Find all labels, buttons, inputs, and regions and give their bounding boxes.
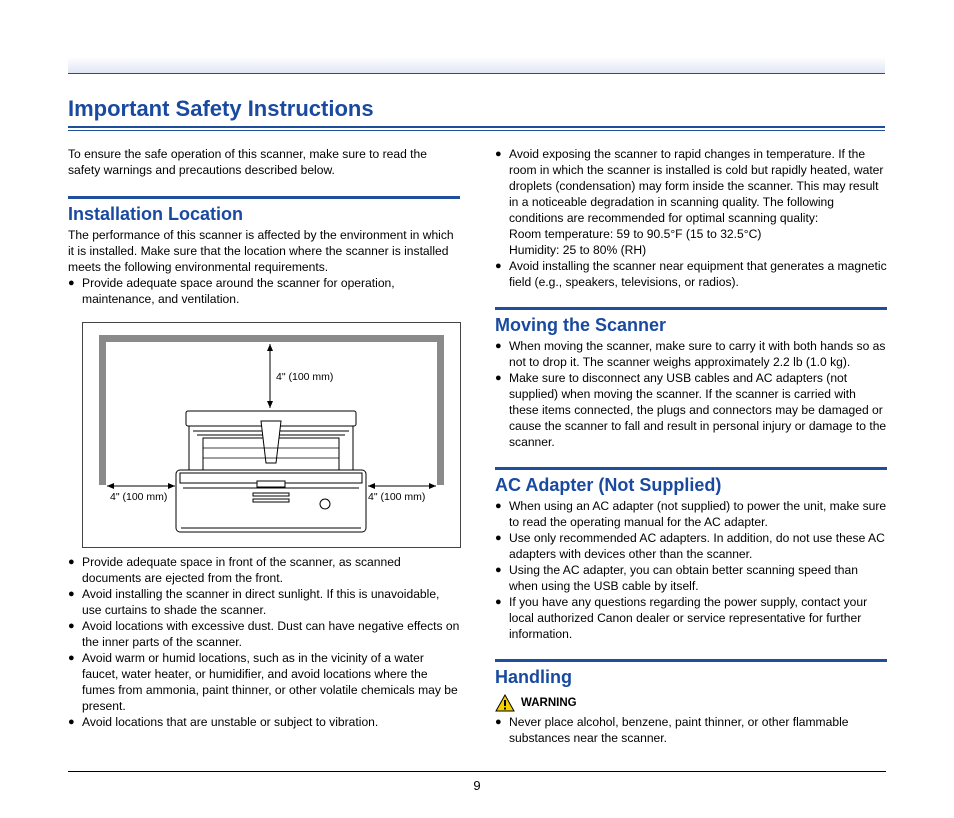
title-rule	[68, 126, 885, 131]
temperature-text: Avoid exposing the scanner to rapid changes in temperature. If the room in which the scanner is installed is cold but rapidly heated, water droplets (condensation) may form inside the scanner. This may result in a noticeable degradation in scanning quality. The following conditions are recommended for optimal scanning quality:	[509, 147, 884, 225]
list-item: ● Avoid installing the scanner near equipment that generates a magnetic field (e.g., speakers, televisions, or radios).	[495, 258, 887, 290]
humidity: Humidity: 25 to 80% (RH)	[509, 243, 647, 257]
clearance-diagram	[82, 322, 461, 548]
list-item: ● When using an AC adapter (not supplied) to power the unit, make sure to read the operating manual for the AC adapter.	[495, 498, 887, 530]
list-item: ● Use only recommended AC adapters. In addition, do not use these AC adapters with devices other than the scanner.	[495, 530, 887, 562]
page-number: 9	[473, 778, 481, 793]
intro-text: To ensure the safe operation of this scanner, make sure to read the safety warnings and precautions described below.	[68, 147, 427, 177]
top-clearance-label: 4" (100 mm)	[276, 371, 334, 383]
moving-section	[495, 307, 887, 450]
list-item: ● Avoid installing the scanner in direct sunlight. If this is unavoidable, use curtains to shade the scanner.	[68, 586, 460, 618]
list-item: ● If you have any questions regarding the power supply, contact your local authorized Canon dealer or service representative for further information.	[495, 594, 887, 642]
moving-heading: Moving the Scanner	[495, 315, 667, 335]
list-item	[495, 146, 887, 258]
warning-icon	[495, 694, 515, 712]
header-band	[68, 57, 885, 74]
handling-section	[495, 659, 887, 746]
list-item: ● Provide adequate space in front of the scanner, as scanned documents are ejected from the front.	[68, 554, 460, 586]
list-item: ● Avoid warm or humid locations, such as in the vicinity of a water faucet, water heater, or humidifier, and avoid locations where the fumes from ammonia, paint thinner, or other volatile chemicals may be present.	[68, 650, 460, 714]
installation-section	[68, 196, 460, 730]
list-item: ● Make sure to disconnect any USB cables and AC adapters (not supplied) when moving the scanner. If the scanner is carried with these items connected, the plugs and connectors may be damaged or cause the scanner to fall and result in personal injury or damage to the scanner.	[495, 370, 887, 450]
scanner-illustration	[83, 323, 460, 547]
list-item: ● Using the AC adapter, you can obtain better scanning speed than when using the USB cable by itself.	[495, 562, 887, 594]
room-temperature: Room temperature: 59 to 90.5°F (15 to 32.5°C)	[509, 227, 762, 241]
list-item: ● Avoid locations with excessive dust. Dust can have negative effects on the inner parts of the scanner.	[68, 618, 460, 650]
installation-text: The performance of this scanner is affected by the environment in which it is installed. Make sure that the location where the scanner is installed meets the following environmental requirements.	[68, 228, 454, 274]
handling-heading: Handling	[495, 667, 572, 687]
left-column	[68, 146, 460, 730]
right-clearance-label: 4" (100 mm)	[368, 491, 426, 503]
list-item: ● When moving the scanner, make sure to carry it with both hands so as not to drop it. The scanner weighs approximately 2.2 lb (1.0 kg).	[495, 338, 887, 370]
list-item: ● Avoid locations that are unstable or subject to vibration.	[68, 714, 460, 730]
left-clearance-label: 4" (100 mm)	[110, 491, 168, 503]
page-title: Important Safety Instructions	[68, 96, 374, 121]
warning-label: WARNING	[521, 697, 577, 709]
ac-adapter-heading: AC Adapter (Not Supplied)	[495, 475, 722, 495]
ac-adapter-section	[495, 467, 887, 642]
right-column	[495, 146, 887, 746]
installation-heading: Installation Location	[68, 204, 244, 224]
list-item: ● Never place alcohol, benzene, paint thinner, or other flammable substances near the scanner.	[495, 714, 887, 746]
warning-notice	[495, 694, 887, 712]
list-item: ● Provide adequate space around the scanner for operation, maintenance, and ventilation.	[68, 275, 460, 307]
footer-rule	[68, 771, 886, 772]
